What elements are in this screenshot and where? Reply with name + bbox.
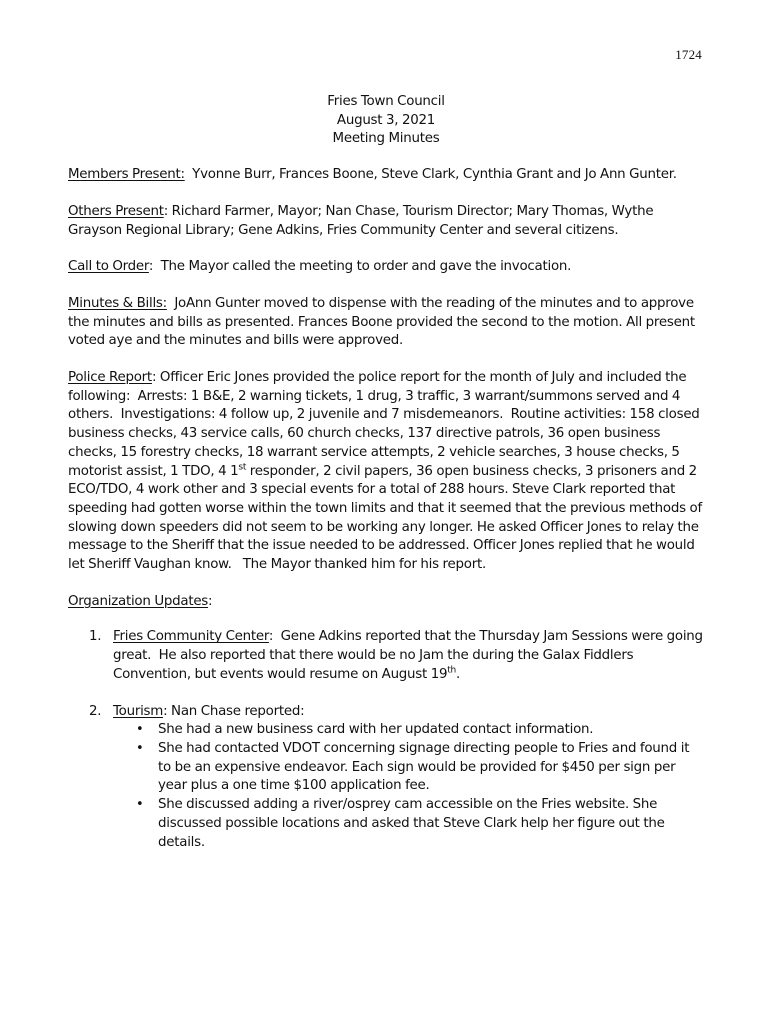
ordinal-suffix: st (238, 462, 247, 473)
call-to-order-paragraph (68, 258, 704, 277)
organization-updates-list (68, 628, 707, 852)
organization-updates-colon: : (208, 593, 213, 609)
tourism-text: : Nan Chase reported: (163, 703, 305, 719)
organization-updates-label: Organization Updates (68, 593, 209, 609)
page-number: 1724 (675, 47, 702, 62)
police-report-text: : Officer Eric Jones provided the police report for the month of July and included the following: Arrests: 1 B&E, 2 warning tickets, 1 drug, 3 traffic, 3 warrant/summons served and 4 others. Investigations: 4 follow up, 2 juvenile and 7 misdemeanors. Routine activities: 158 closed business checks, 43 service calls, 60 church checks, 137 directive patrols, 36 open business checks, 15 forestry checks, 18 warrant service attempts, 2 vehicle searches, 3 house checks, 5 motorist assist, 1 TDO, 4 1 (68, 370, 704, 479)
bullet-text: She had a new business card with her updated contact information. (158, 722, 594, 738)
tourism-label: Tourism (113, 703, 164, 719)
call-to-order-text: : The Mayor called the meeting to order and gave the invocation. (148, 259, 572, 275)
minutes-bills-text: JoAnn Gunter moved to dispense with the reading of the minutes and to approve the minutes and bills as presented. Frances Boone provided the second to the motion. All present voted aye and the minutes and bills were approved. (68, 295, 699, 349)
document-type: Meeting Minutes (332, 131, 440, 147)
ordinal-suffix: th (447, 665, 456, 676)
list-item (136, 740, 704, 796)
council-name: Fries Town Council (327, 94, 445, 109)
call-to-order-label: Call to Order (68, 259, 149, 275)
title-block (68, 93, 704, 149)
list-number: 2. (89, 703, 102, 719)
others-present-text: : Richard Farmer, Mayor; Nan Chase, Tourism Director; Mary Thomas, Wythe Grayson Regional Library; Gene Adkins, Fries Community Center and several citizens. (68, 203, 654, 238)
update-item-community-center (89, 628, 707, 684)
list-number: 1. (89, 629, 102, 645)
minutes-bills-label: Minutes & Bills: (68, 295, 167, 311)
community-center-label: Fries Community Center (113, 629, 269, 645)
meeting-date: August 3, 2021 (336, 112, 436, 128)
bullet-text: She had contacted VDOT concerning signage directing people to Fries and found it to be an expensive endeavor. Each sign would be provided for $450 per sign per year plus a one time $100 application fee. (158, 740, 690, 794)
bullet-icon: • (136, 722, 144, 738)
list-item (136, 796, 704, 852)
others-present-paragraph (68, 203, 704, 240)
bullet-text: She discussed adding a river/osprey cam accessible on the Fries website. She discussed possible locations and asked that Steve Clark help her figure out the details. (158, 797, 665, 850)
police-report-text-continued: responder, 2 civil papers, 36 open business checks, 3 prisoners and 2 ECO/TDO, 4 work other and 3 special events for a total of 288 hours. Steve Clark reported that speeding had gotten worse within the town limits and that it seemed that the previous methods of slowing down speeders did not seem to be working any longer. He asked Officer Jones to relay the message to the Sheriff that the issue needed to be addressed. Officer Jones replied that he would let Sheriff Vaughan know. The Mayor thanked him for his report. (68, 463, 706, 573)
list-item (136, 721, 704, 740)
document-body (68, 93, 707, 870)
community-center-text: : Gene Adkins reported that the Thursday Jam Sessions were going great. He also reported that there would be no Jam the during the Galax Fiddlers Convention, but events would resume on August 19 (113, 629, 707, 682)
organization-updates-heading (68, 593, 704, 612)
minutes-bills-paragraph (68, 295, 704, 351)
police-report-paragraph (68, 369, 704, 575)
others-present-label: Others Present (68, 203, 164, 219)
police-report-label: Police Report (68, 370, 152, 386)
bullet-icon: • (136, 740, 144, 756)
members-present-label: Members Present: (68, 167, 185, 183)
members-present-text: Yvonne Burr, Frances Boone, Steve Clark, Cynthia Grant and Jo Ann Gunter. (184, 167, 677, 183)
tourism-bullet-list (113, 721, 704, 852)
bullet-icon: • (136, 797, 144, 813)
update-item-tourism (89, 703, 704, 853)
members-present-paragraph (68, 166, 704, 185)
community-center-text-end: . (456, 666, 461, 682)
